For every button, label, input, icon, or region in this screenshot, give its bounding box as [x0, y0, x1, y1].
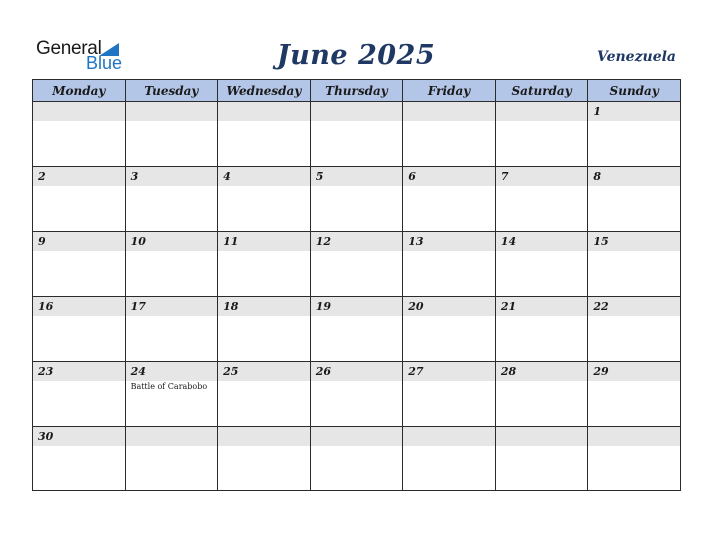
weekday-monday: Monday	[33, 80, 126, 102]
day-cell	[218, 297, 311, 362]
day-number: 17	[126, 297, 218, 316]
day-number: 25	[218, 362, 310, 381]
day-cell	[588, 427, 681, 491]
day-cell	[218, 167, 311, 232]
day-number: 13	[403, 232, 495, 251]
day-number: 7	[496, 167, 588, 186]
day-number: 11	[218, 232, 310, 251]
day-number	[403, 427, 495, 446]
day-cell	[125, 427, 218, 491]
day-cell	[588, 232, 681, 297]
day-number: 19	[311, 297, 403, 316]
day-cell	[310, 102, 403, 167]
day-cell	[495, 297, 588, 362]
day-number	[496, 427, 588, 446]
weekday-wednesday: Wednesday	[218, 80, 311, 102]
day-number: 29	[588, 362, 680, 381]
logo-text-blue: Blue	[86, 53, 123, 73]
day-cell	[310, 362, 403, 427]
day-cell	[403, 362, 496, 427]
day-number: 1	[588, 102, 680, 121]
day-cell	[403, 167, 496, 232]
day-cell	[495, 232, 588, 297]
day-cell	[310, 232, 403, 297]
calendar-grid	[32, 79, 681, 491]
day-cell	[403, 297, 496, 362]
week-row	[33, 297, 681, 362]
country-label: Venezuela	[597, 49, 676, 65]
day-cell	[33, 297, 126, 362]
week-row	[33, 167, 681, 232]
day-cell	[588, 167, 681, 232]
day-cell	[218, 362, 311, 427]
week-row	[33, 427, 681, 491]
day-number: 12	[311, 232, 403, 251]
weekday-saturday: Saturday	[495, 80, 588, 102]
week-row	[33, 362, 681, 427]
day-number	[311, 102, 403, 121]
weekday-friday: Friday	[403, 80, 496, 102]
day-number: 2	[33, 167, 125, 186]
day-number: 3	[126, 167, 218, 186]
day-number: 30	[33, 427, 125, 446]
logo-text-general: General	[36, 38, 102, 59]
day-cell	[125, 102, 218, 167]
day-cell	[218, 427, 311, 491]
day-number	[496, 102, 588, 121]
day-number: 15	[588, 232, 680, 251]
day-number: 4	[218, 167, 310, 186]
day-number: 10	[126, 232, 218, 251]
day-number	[403, 102, 495, 121]
holiday-label: Battle of Carabobo	[130, 382, 208, 391]
day-number: 23	[33, 362, 125, 381]
day-cell	[33, 167, 126, 232]
day-number: 8	[588, 167, 680, 186]
generalblue-logo	[36, 38, 136, 74]
day-cell	[495, 362, 588, 427]
day-number: 27	[403, 362, 495, 381]
day-number: 6	[403, 167, 495, 186]
day-cell	[310, 167, 403, 232]
weekday-header-row	[33, 80, 681, 102]
calendar-title: June 2025	[276, 40, 436, 71]
day-cell	[588, 102, 681, 167]
day-cell	[218, 102, 311, 167]
day-cell	[33, 232, 126, 297]
day-cell	[495, 102, 588, 167]
day-number: 22	[588, 297, 680, 316]
day-cell	[495, 167, 588, 232]
day-number	[33, 102, 125, 121]
day-cell	[125, 362, 218, 427]
day-cell	[33, 427, 126, 491]
day-number	[126, 102, 218, 121]
day-cell	[403, 102, 496, 167]
week-row	[33, 232, 681, 297]
day-number: 5	[311, 167, 403, 186]
day-number: 20	[403, 297, 495, 316]
day-cell	[125, 232, 218, 297]
day-number: 16	[33, 297, 125, 316]
day-number: 21	[496, 297, 588, 316]
day-number	[311, 427, 403, 446]
day-number	[218, 102, 310, 121]
week-row	[33, 102, 681, 167]
weekday-sunday: Sunday	[588, 80, 681, 102]
day-cell	[403, 427, 496, 491]
day-number	[588, 427, 680, 446]
day-number	[218, 427, 310, 446]
day-cell	[588, 362, 681, 427]
day-number: 14	[496, 232, 588, 251]
day-cell	[33, 362, 126, 427]
day-cell	[125, 297, 218, 362]
day-cell	[588, 297, 681, 362]
day-cell	[33, 102, 126, 167]
day-number: 26	[311, 362, 403, 381]
day-cell	[310, 297, 403, 362]
day-cell	[403, 232, 496, 297]
weekday-tuesday: Tuesday	[125, 80, 218, 102]
day-number: 18	[218, 297, 310, 316]
day-cell	[310, 427, 403, 491]
day-number: 24	[126, 362, 218, 381]
day-number: 28	[496, 362, 588, 381]
day-number	[126, 427, 218, 446]
day-cell	[125, 167, 218, 232]
day-cell	[218, 232, 311, 297]
day-number: 9	[33, 232, 125, 251]
weekday-thursday: Thursday	[310, 80, 403, 102]
day-cell	[495, 427, 588, 491]
